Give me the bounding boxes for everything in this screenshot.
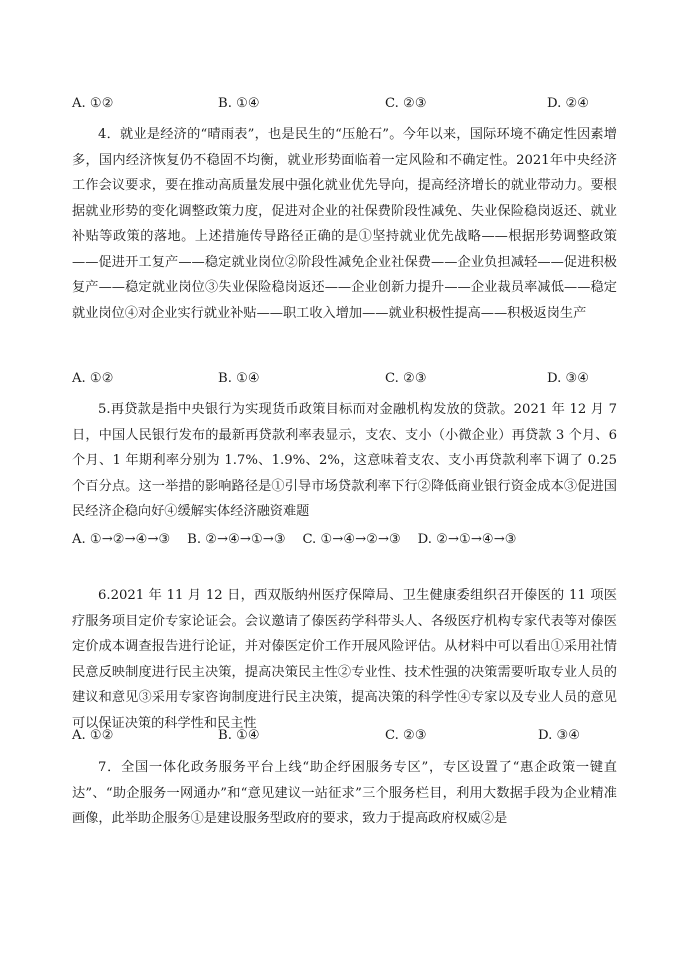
q5-option-b: B. ②→④→①→③ (187, 532, 286, 547)
q4-options (72, 371, 612, 391)
q5-option-c: C. ①→④→②→③ (302, 532, 401, 547)
q3-option-c: C. ②③ (385, 96, 427, 111)
q3-option-a: A. ①② (72, 96, 114, 111)
q4-stem: 4．就业是经济的“晴雨表”，也是民生的“压舱石”。今年以来，国际环境不确定性因素增多，国内经济恢复仍不稳固不均衡，就业形势面临着一定风险和不确定性。2021年中央经济工作会议要求，要在推动高质量发展中强化就业优先导向，提高经济增长的就业带动力。要根据就业形势的变化调整政策力度，促进对企业的社保费阶段性减免、失业保险稳岗返还、就业补贴等政策的落地。上述措施传导路径正确的是①坚持就业优先战略——根据形势调整政策——促进开工复产——稳定就业岗位②阶段性减免企业社保费——企业负担减轻——促进积极复产——稳定就业岗位③失业保险稳岗返还——企业创新力提升——企业裁员率减低——稳定就业岗位④对企业实行就业补贴——职工收入增加——就业积极性提高——积极返岗生产 (72, 127, 617, 321)
q5-options (72, 527, 617, 553)
q4-option-a: A. ①② (72, 371, 114, 386)
q6-option-d: D. ③④ (538, 728, 581, 743)
q4-option-b: B. ①④ (218, 371, 260, 386)
q5-option-a: A. ①→②→④→③ (72, 532, 171, 547)
q3-options (72, 96, 612, 116)
q3-option-b: B. ①④ (218, 96, 260, 111)
q7-stem: 7．全国一体化政务服务平台上线“助企纾困服务专区”，专区设置了“惠企政策一键直达”、“助企服务一网通办”和“意见建议一站征求”三个服务栏目，利用大数据手段为企业精准画像，此举助企服务①是建设服务型政府的要求，致力于提高政府权威②是 (72, 760, 617, 826)
q3-option-d: D. ②④ (547, 96, 590, 111)
q6-option-a: A. ①② (72, 728, 114, 743)
q4-option-c: C. ②③ (385, 371, 427, 386)
q6-stem: 6.2021 年 11 月 12 日，西双版纳州医疗保障局、卫生健康委组织召开傣医的 11 项医疗服务项目定价专家论证会。会议邀请了傣医药学科带头人、各级医疗机构专家代表等对傣医定价成本调查报告进行论证，并对傣医定价工作开展风险评估。从材料中可以看出①采用社情民意反映制度进行民主决策，提高决策民主性②专业性、技术性强的决策需要听取专业人员的建议和意见③采用专家咨询制度进行民主决策，提高决策的科学性④专家以及专业人员的意见可以保证决策的科学性和民主性 (72, 588, 617, 731)
q6-options (72, 728, 612, 748)
q4-option-d: D. ③④ (547, 371, 590, 386)
q6-option-c: C. ②③ (385, 728, 427, 743)
q5-option-d: D. ②→①→④→③ (417, 532, 517, 547)
q5-stem: 5.再贷款是指中央银行为实现货币政策目标而对金融机构发放的贷款。2021 年 12 月 7 日，中国人民银行发布的最新再贷款利率表显示，支农、支小（小微企业）再贷款 3 个月、6 个月、1 年期利率分别为 1.7%、1.9%、2%，这意味着支农、支小再贷款利率下调了 0.25 个百分点。这一举措的影响路径是①引导市场贷款利率下行②降低商业银行资金成本③促进国民经济企稳向好④缓解实体经济融资难题 (72, 402, 617, 519)
q6-option-b: B. ①④ (218, 728, 260, 743)
